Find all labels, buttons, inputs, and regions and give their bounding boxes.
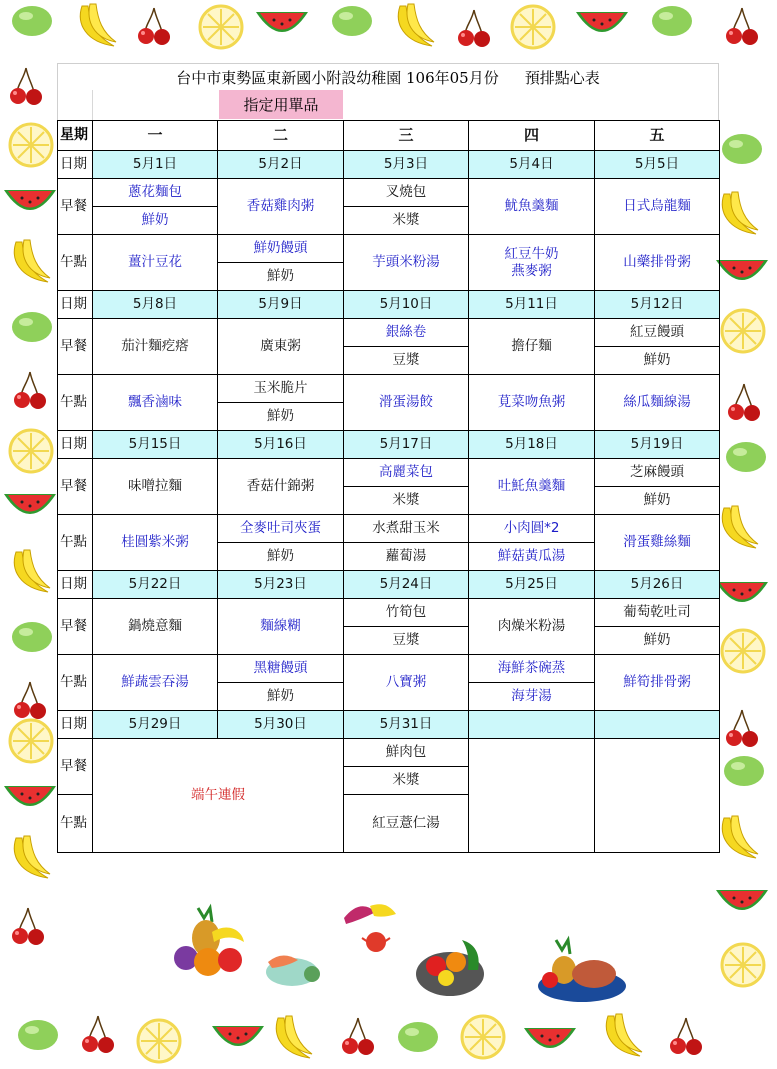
menu-item: 鮮奶	[218, 403, 344, 431]
lime-icon	[330, 4, 374, 38]
lemon-icon	[136, 1018, 182, 1064]
banana-icon	[600, 1012, 644, 1060]
menu-item: 竹筍包	[344, 599, 469, 627]
menu-item: 鮮奶	[218, 683, 344, 711]
menu-item: 桂圓紫米粥	[93, 515, 218, 571]
banana-icon	[8, 238, 52, 286]
date-cell: 5月24日	[344, 571, 469, 599]
lime-icon	[720, 132, 764, 166]
menu-item: 茄汁麵疙瘩	[93, 319, 218, 375]
menu-item: 鮮筍排骨粥	[595, 655, 720, 711]
empty-cell	[595, 739, 720, 853]
breakfast-label: 早餐	[58, 179, 93, 235]
menu-item: 鮮奶	[595, 627, 720, 655]
date-cell: 5月26日	[595, 571, 720, 599]
menu-item: 蘿蔔湯	[344, 543, 469, 571]
lemon-icon	[198, 4, 244, 50]
menu-item: 蔥花麵包	[93, 179, 218, 207]
banana-icon	[392, 2, 436, 50]
date-cell: 5月29日	[93, 711, 218, 739]
date-cell: 5月31日	[344, 711, 469, 739]
menu-item: 鮮肉包	[344, 739, 469, 767]
meat-plate-icon	[534, 930, 630, 1006]
date-cell: 5月11日	[469, 291, 595, 319]
cherry-icon	[136, 6, 172, 46]
lemon-icon	[510, 4, 556, 50]
menu-item: 黑糖饅頭	[218, 655, 344, 683]
date-cell: 5月19日	[595, 431, 720, 459]
watermelon-icon	[210, 1022, 266, 1056]
menu-item: 米漿	[344, 207, 469, 235]
watermelon-icon	[714, 886, 770, 920]
snack-label: 午點	[58, 235, 93, 291]
banana-icon	[74, 2, 118, 50]
date-cell: 5月18日	[469, 431, 595, 459]
banana-icon	[8, 548, 52, 596]
lemon-icon	[8, 122, 54, 168]
lime-icon	[722, 754, 766, 788]
menu-item: 高麗菜包	[344, 459, 469, 487]
date-cell: 5月9日	[218, 291, 344, 319]
date-cell: 5月17日	[344, 431, 469, 459]
weekday-label: 星期	[58, 121, 93, 151]
menu-item: 全麥吐司夾蛋	[218, 515, 344, 543]
date-cell: 5月10日	[344, 291, 469, 319]
weekday-header: 一	[93, 121, 218, 151]
cherry-icon	[80, 1014, 116, 1054]
weekday-header: 四	[469, 121, 595, 151]
watermelon-icon	[254, 8, 310, 42]
breakfast-label: 早餐	[58, 319, 93, 375]
menu-item: 鮮蔬雲吞湯	[93, 655, 218, 711]
legend-badge: 指定用單品	[219, 90, 343, 119]
lime-icon	[10, 310, 54, 344]
date-label: 日期	[58, 291, 93, 319]
date-cell	[595, 711, 720, 739]
menu-item: 海芽湯	[469, 683, 595, 711]
menu-item: 絲瓜麵線湯	[595, 375, 720, 431]
page-title	[57, 63, 719, 90]
menu-table	[57, 120, 720, 853]
breakfast-label: 早餐	[58, 739, 93, 795]
date-label: 日期	[58, 571, 93, 599]
crab-icon	[340, 898, 400, 958]
date-label: 日期	[58, 151, 93, 179]
cherry-icon	[456, 8, 492, 48]
menu-item: 鮮奶	[93, 207, 218, 235]
date-cell	[469, 711, 595, 739]
date-cell: 5月1日	[93, 151, 218, 179]
banana-icon	[8, 834, 52, 882]
cherry-icon	[726, 382, 762, 422]
empty-cell	[469, 739, 595, 853]
cherry-icon	[668, 1016, 704, 1056]
menu-item: 海鮮茶碗蒸	[469, 655, 595, 683]
menu-item: 鮮奶饅頭	[218, 235, 344, 263]
seafood-icon	[262, 944, 328, 990]
lemon-icon	[720, 308, 766, 354]
date-cell: 5月16日	[218, 431, 344, 459]
date-label: 日期	[58, 431, 93, 459]
weekday-header: 三	[344, 121, 469, 151]
breakfast-label: 早餐	[58, 459, 93, 515]
legend-row	[57, 90, 719, 120]
menu-item: 肉燥米粉湯	[469, 599, 595, 655]
menu-item: 鮮奶	[218, 543, 344, 571]
banana-icon	[716, 504, 760, 552]
date-cell: 5月23日	[218, 571, 344, 599]
menu-item: 紅豆饅頭	[595, 319, 720, 347]
watermelon-icon	[714, 578, 770, 612]
date-cell: 5月30日	[218, 711, 344, 739]
menu-item: 擔仔麵	[469, 319, 595, 375]
menu-item: 滑蛋雞絲麵	[595, 515, 720, 571]
date-cell: 5月8日	[93, 291, 218, 319]
menu-item: 吐魠魚羹麵	[469, 459, 595, 515]
vegetable-bowl-icon	[412, 930, 488, 1000]
lemon-icon	[720, 628, 766, 674]
menu-item: 水煮甜玉米	[344, 515, 469, 543]
date-cell: 5月4日	[469, 151, 595, 179]
snack-label: 午點	[58, 375, 93, 431]
lemon-icon	[460, 1014, 506, 1060]
menu-item: 米漿	[344, 487, 469, 515]
weekday-header: 五	[595, 121, 720, 151]
lime-icon	[10, 4, 54, 38]
banana-icon	[716, 814, 760, 862]
date-cell: 5月5日	[595, 151, 720, 179]
menu-item: 紅豆牛奶 燕麥粥	[469, 235, 595, 291]
menu-item: 芋頭米粉湯	[344, 235, 469, 291]
snack-label: 午點	[58, 795, 93, 853]
menu-item: 鮮菇黃瓜湯	[469, 543, 595, 571]
banana-icon	[716, 190, 760, 238]
menu-item: 紅豆薏仁湯	[344, 795, 469, 853]
lime-icon	[396, 1020, 440, 1054]
cherry-icon	[724, 6, 760, 46]
cherry-icon	[10, 906, 46, 946]
menu-item: 葡萄乾吐司	[595, 599, 720, 627]
title-suffix: 預排點心表	[524, 68, 600, 87]
cherry-icon	[12, 370, 48, 410]
menu-item: 鮮奶	[218, 263, 344, 291]
menu-item: 山藥排骨粥	[595, 235, 720, 291]
menu-item: 魷魚羹麵	[469, 179, 595, 235]
fruit-basket-icon	[168, 902, 248, 982]
menu-item: 小肉圓*2	[469, 515, 595, 543]
lime-icon	[724, 440, 768, 474]
menu-item: 米漿	[344, 767, 469, 795]
lemon-icon	[720, 942, 766, 988]
menu-item: 玉米脆片	[218, 375, 344, 403]
date-cell: 5月22日	[93, 571, 218, 599]
holiday-cell: 端午連假	[93, 739, 344, 853]
watermelon-icon	[574, 8, 630, 42]
snack-label: 午點	[58, 655, 93, 711]
watermelon-icon	[2, 782, 58, 816]
menu-item: 薑汁豆花	[93, 235, 218, 291]
menu-item: 鮮奶	[595, 487, 720, 515]
date-cell: 5月2日	[218, 151, 344, 179]
menu-item: 味噌拉麵	[93, 459, 218, 515]
menu-item: 豆漿	[344, 347, 469, 375]
menu-item: 鍋燒意麵	[93, 599, 218, 655]
watermelon-icon	[2, 490, 58, 524]
cherry-icon	[8, 66, 44, 106]
date-cell: 5月25日	[469, 571, 595, 599]
menu-item: 芝麻饅頭	[595, 459, 720, 487]
cherry-icon	[340, 1016, 376, 1056]
menu-item: 香菇什錦粥	[218, 459, 344, 515]
menu-item: 豆漿	[344, 627, 469, 655]
date-cell: 5月12日	[595, 291, 720, 319]
menu-item: 銀絲卷	[344, 319, 469, 347]
date-label: 日期	[58, 711, 93, 739]
lemon-icon	[8, 718, 54, 764]
lime-icon	[10, 620, 54, 654]
lime-icon	[650, 4, 694, 38]
cherry-icon	[12, 680, 48, 720]
menu-sheet	[57, 63, 719, 853]
menu-item: 麵線糊	[218, 599, 344, 655]
watermelon-icon	[714, 256, 770, 290]
menu-item: 鮮奶	[595, 347, 720, 375]
date-cell: 5月3日	[344, 151, 469, 179]
watermelon-icon	[2, 186, 58, 220]
menu-item: 叉燒包	[344, 179, 469, 207]
menu-item: 八寶粥	[344, 655, 469, 711]
banana-icon	[270, 1014, 314, 1062]
menu-item: 廣東粥	[218, 319, 344, 375]
menu-item: 滑蛋湯餃	[344, 375, 469, 431]
weekday-header: 二	[218, 121, 344, 151]
menu-item: 飄香滷味	[93, 375, 218, 431]
menu-item: 莧菜吻魚粥	[469, 375, 595, 431]
menu-item: 日式烏龍麵	[595, 179, 720, 235]
breakfast-label: 早餐	[58, 599, 93, 655]
snack-label: 午點	[58, 515, 93, 571]
menu-item: 香菇雞肉粥	[218, 179, 344, 235]
lemon-icon	[8, 428, 54, 474]
cherry-icon	[724, 708, 760, 748]
lime-icon	[16, 1018, 60, 1052]
title-text: 台中市東勢區東新國小附設幼稚園 106年05月份	[176, 68, 499, 87]
watermelon-icon	[522, 1024, 578, 1058]
date-cell: 5月15日	[93, 431, 218, 459]
